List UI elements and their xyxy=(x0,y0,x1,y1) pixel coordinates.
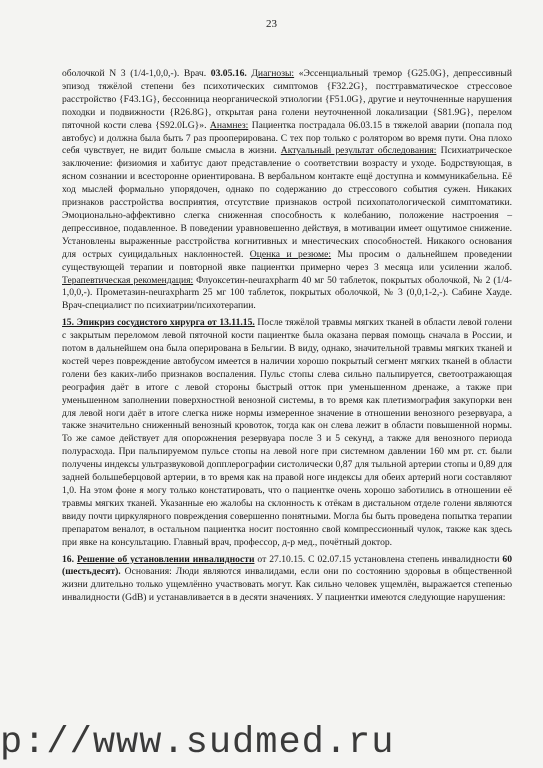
evaluation-label: Оценка и резюме: xyxy=(249,248,332,260)
section-15-heading: 15. Эпикриз сосудистого хирурга от 13.11.15. xyxy=(62,317,255,329)
evaluation-text: Мы просим о дальнейшем проведении существующей терапии и повторной явке пациентки примерно через 3 месяца или усилении жалоб. xyxy=(62,248,512,273)
paragraph-disability-decision xyxy=(62,554,512,606)
diagnoses-text: «Эссенциальный тремор {G25.0G}, депрессивный эпизод тяжёлой степени без психотических симптомов {F32.2G}, посттравматическое стрессовое расстройство {F43.1G}, бессонница неорганической этиологии {F51.0G}, другие и неуточненные нарушения походки и подвижности {R26.8G}, открытая рана голени неуточненной локализации {S81.9G}, перелом пяточной кости слева {S92.0LG}». xyxy=(62,68,512,131)
paragraph-psychiatry-report xyxy=(62,68,512,313)
therapy-label: Терапевтическая рекомендация: xyxy=(62,274,194,286)
paragraph-vascular-epicrisis xyxy=(62,317,512,549)
section-15-text: После тяжёлой травмы мягких тканей в области левой голени с закрытым переломом левой пяточной кости пациентке была оказана первая помощь сначала в России, и потом в дальнейшем она была оперирована в Бельгии. В виду, однако, значительной травмы мягких тканей и костей через повреждение автобусом имеется в наличии хорошо покрытый сегмент мягких тканей в области голени без каких-либо признаков воспаления. Пульс стопы слева сильно пальпируется, светоотражающая реография даёт в итоге с левой стороны быстрый отток при уменьшенном дренаже, а также при уменьшенном заполнении поверхностной венозной системы, в то время как плетизмография закупорки вен для левой ноги даёт в итоге слегка ниже нормы измеренное значение в отношении венозного резервуара, а также значительно сниженный венозный кровоток, тогда как он слева лежит в области повышенной нормы. То же самое действует для опорожнения резервуара после 3 и 5 секунд, а также для венозного периода полурасхода. При пальпируемом пульсе стопы на левой ноге при системном давлении 160 мм рт. ст. были получены индексы ультразвуковой допплерографии систолически 0,87 для тыльной артерии стопы и 0,89 для задней большеберцовой артерии, в то время как на правой ноге индексы для обеих артерий ноги составляют 1,0. На этом фоне я могу только констатировать, что о пациентке очень хорошо заботились в отношении её травмы мягких тканей. Указанные ею жалобы на склонность к отёкам в дистальном отделе голени являются ввиду почти циркулярного повреждения совершенно понятными. Могла бы быть проведена попытка терапии препаратом веналот, в остальном пациентка носит постоянно свой компрессионный чулок, также как здесь при явке на консультацию. Главный врач, профессор, д-р мед., почётный доктор. xyxy=(62,317,512,548)
page-number: 23 xyxy=(266,18,277,30)
disability-degree: 60 (шестьдесят). xyxy=(62,553,513,578)
document-body xyxy=(62,68,512,607)
text-span: от 27.10.15. С 02.07.15 установлена степень инвалидности xyxy=(254,553,503,565)
text-span: оболочкой N 3 (1/4-1,0,0,-). Врач. xyxy=(62,68,211,79)
anamnesis-text: Пациентка пострадала 06.03.15 в тяжелой аварии (попала под автобус) и должна была быть 7 раз прооперирована. С тех пор только с ролятором во время пути. Она плохо себя чувствует, не видит больше смысла в жизни. xyxy=(62,119,512,157)
section-16-text: Основания: Люди являются инвалидами, если они по состоянию здоровья в общественной жизни длительно только ущемлённо участвовать могут. Как сильно человек ущемлён, выражается степенью инвалидности (GdB) и устанавливается в в десяти значениях. У пациентки имеются следующие нарушения: xyxy=(62,566,512,604)
therapy-text: Флуоксетин-neuraxpharm 40 мг 50 таблеток, покрытых оболочкой, № 2 (1/4-1,0,0,-). Прометазин-neuraxpharm 25 мг 100 таблеток, покрытых оболочкой, № 3 (0,0,1-2,-). Сабине Хауде. Врач-специалист по психиатрии/психотерапии. xyxy=(62,274,512,312)
report-date: 03.05.16. xyxy=(210,68,247,79)
examination-label: Актуальный результат обследования: xyxy=(280,145,437,157)
watermark: p://www.sudmed.ru xyxy=(0,722,395,764)
examination-text: Психиатрическое заключение: физиомия и хабитус дают представление о соответствии возрасту и уходе. Бодрствующая, в ясном сознании и всесторонне ориентирована. В вербальном контакте ещё доступна и коммуникабельна. Её ход мыслей формально упорядочен, однако по содержанию до стрессового события сужен. Никаких признаков расстройства восприятия, отсутствие признаков острой психопатологической симптоматики. Эмоционально-аффективно слегка сниженная способность к колебанию, положение настроения – депрессивное, подавленное. В поведении уравновешенно действуя, в мотивации имеет ощутимое снижение. Установлены выраженные расстройства когнитивных и мнестических способностей. Никакого основания для острых суицидальных наклонностей. xyxy=(62,145,513,260)
section-16-heading: Решение об установлении инвалидности xyxy=(76,553,255,565)
anamnesis-label: Анамнез: xyxy=(209,119,249,131)
diagnoses-label: Диагнозы: xyxy=(251,68,295,79)
section-16-number: 16. xyxy=(62,553,77,565)
